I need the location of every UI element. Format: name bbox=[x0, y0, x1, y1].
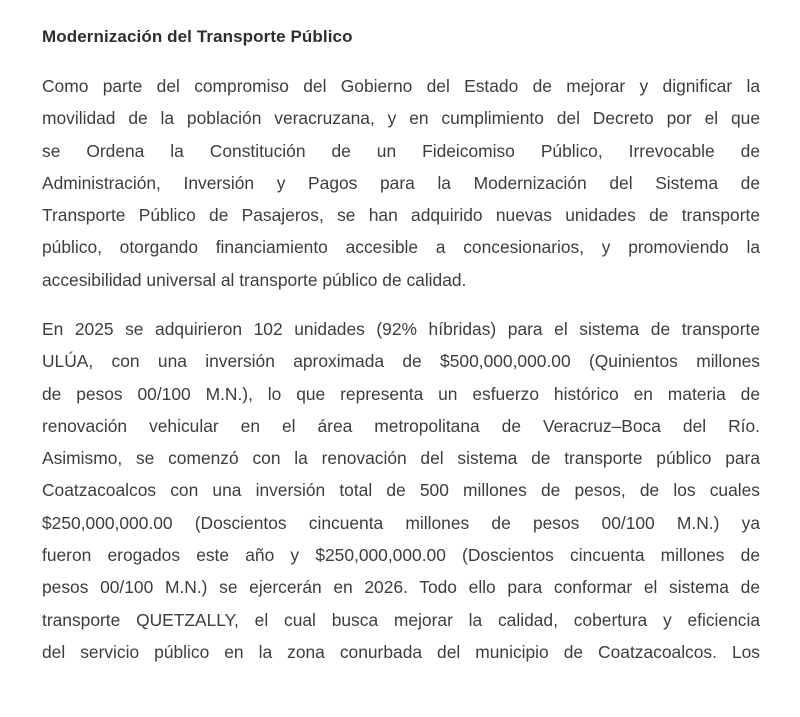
paragraph-line: transporte QUETZALLY, el cual busca mejorar la calidad, cobertura y eficiencia bbox=[42, 609, 760, 630]
paragraph-line: $250,000,000.00 (Doscientos cincuenta millones de pesos 00/100 M.N.) ya bbox=[42, 512, 760, 533]
paragraph-line: En 2025 se adquirieron 102 unidades (92% híbridas) para el sistema de transporte bbox=[42, 319, 760, 339]
paragraph-line: Coatzacoalcos con una inversión total de 500 millones de pesos, de los cuales bbox=[42, 480, 760, 501]
paragraph-line: Transporte Público de Pasajeros, se han adquirido nuevas unidades de transporte bbox=[42, 205, 760, 226]
paragraph-line: accesibilidad universal al transporte público de calidad. bbox=[42, 269, 467, 290]
paragraph-line: público, otorgando financiamiento accesible a concesionarios, y promoviendo la bbox=[42, 237, 760, 258]
section-heading: Modernización del Transporte Público bbox=[42, 27, 353, 46]
paragraph-line: Asimismo, se comenzó con la renovación del sistema de transporte público para bbox=[42, 448, 760, 469]
paragraph-line: fueron erogados este año y $250,000,000.00 (Doscientos cincuenta millones de bbox=[42, 545, 760, 566]
paragraph-line: Como parte del compromiso del Gobierno del Estado de mejorar y dignificar la bbox=[42, 76, 760, 96]
paragraph-line: ULÚA, con una inversión aproximada de $500,000,000.00 (Quinientos millones bbox=[42, 351, 760, 372]
paragraph-line: renovación vehicular en el área metropolitana de Veracruz–Boca del Río. bbox=[42, 415, 760, 436]
paragraph-line: del servicio público en la zona conurbada del municipio de Coatzacoalcos. Los bbox=[42, 641, 760, 662]
paragraph-line: movilidad de la población veracruzana, y en cumplimiento del Decreto por el que bbox=[42, 108, 760, 129]
paragraph-investment bbox=[42, 313, 760, 668]
paragraph-line: Administración, Inversión y Pagos para la Modernización del Sistema de bbox=[42, 172, 760, 193]
paragraph-line: pesos 00/100 M.N.) se ejercerán en 2026. Todo ello para conformar el sistema de bbox=[42, 577, 760, 598]
paragraph-line: se Ordena la Constitución de un Fideicomiso Público, Irrevocable de bbox=[42, 140, 760, 161]
paragraph-intro bbox=[42, 70, 760, 296]
paragraph-line: de pesos 00/100 M.N.), lo que representa un esfuerzo histórico en materia de bbox=[42, 383, 760, 404]
